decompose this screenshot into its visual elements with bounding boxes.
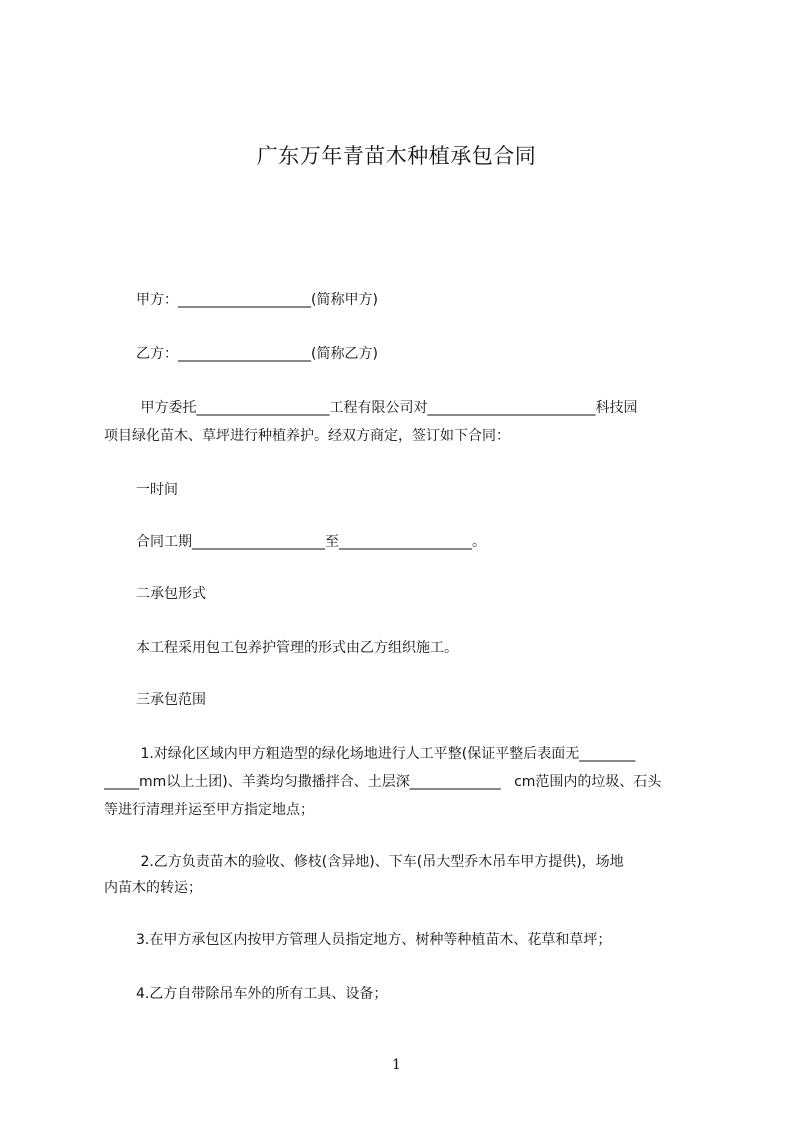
document-title: 广东万年青苗木种植承包合同 — [256, 144, 537, 168]
party-b-line: 乙方：___________________(简称乙方) — [136, 346, 378, 362]
scope-item-3: 3.在甲方承包区内按甲方管理人员指定地方、树种等种植苗木、花草和草坪； — [136, 932, 612, 948]
scope-item-2-line-1: 2.乙方负责苗木的验收、修枝(含异地)、下车(吊大型乔木吊车甲方提供)，场地 — [136, 854, 624, 870]
scope-item-1-line-3: 等进行清理并运至甲方指定地点； — [104, 802, 314, 818]
entrust-paragraph-line-1: 甲方委托___________________工程有限公司对________________________科技园 — [136, 400, 638, 416]
section-heading-scope: 三承包范围 — [136, 692, 206, 708]
scope-item-1-line-2: _____mm以上土团)、羊粪均匀撒播拌合、土层深_____________ cm范围内的垃圾、石头 — [104, 774, 662, 790]
scope-item-1-line-1: 1.对绿化区域内甲方粗造型的绿化场地进行人工平整(保证平整后表面无________ — [136, 746, 636, 762]
contract-period-line: 合同工期___________________至___________________。 — [136, 534, 486, 550]
scope-item-4: 4.乙方自带除吊车外的所有工具、设备； — [136, 986, 388, 1002]
page-number: 1 — [392, 1057, 401, 1073]
section-heading-time: 一时间 — [136, 482, 178, 498]
scope-item-2-line-2: 内苗木的转运； — [104, 880, 202, 896]
party-a-line: 甲方：___________________(简称甲方) — [136, 292, 378, 308]
section-heading-contract-form: 二承包形式 — [136, 586, 206, 602]
contract-form-paragraph: 本工程采用包工包养护管理的形式由乙方组织施工。 — [136, 640, 458, 656]
entrust-paragraph-line-2: 项目绿化苗木、草坪进行种植养护。经双方商定，签订如下合同： — [104, 428, 510, 444]
